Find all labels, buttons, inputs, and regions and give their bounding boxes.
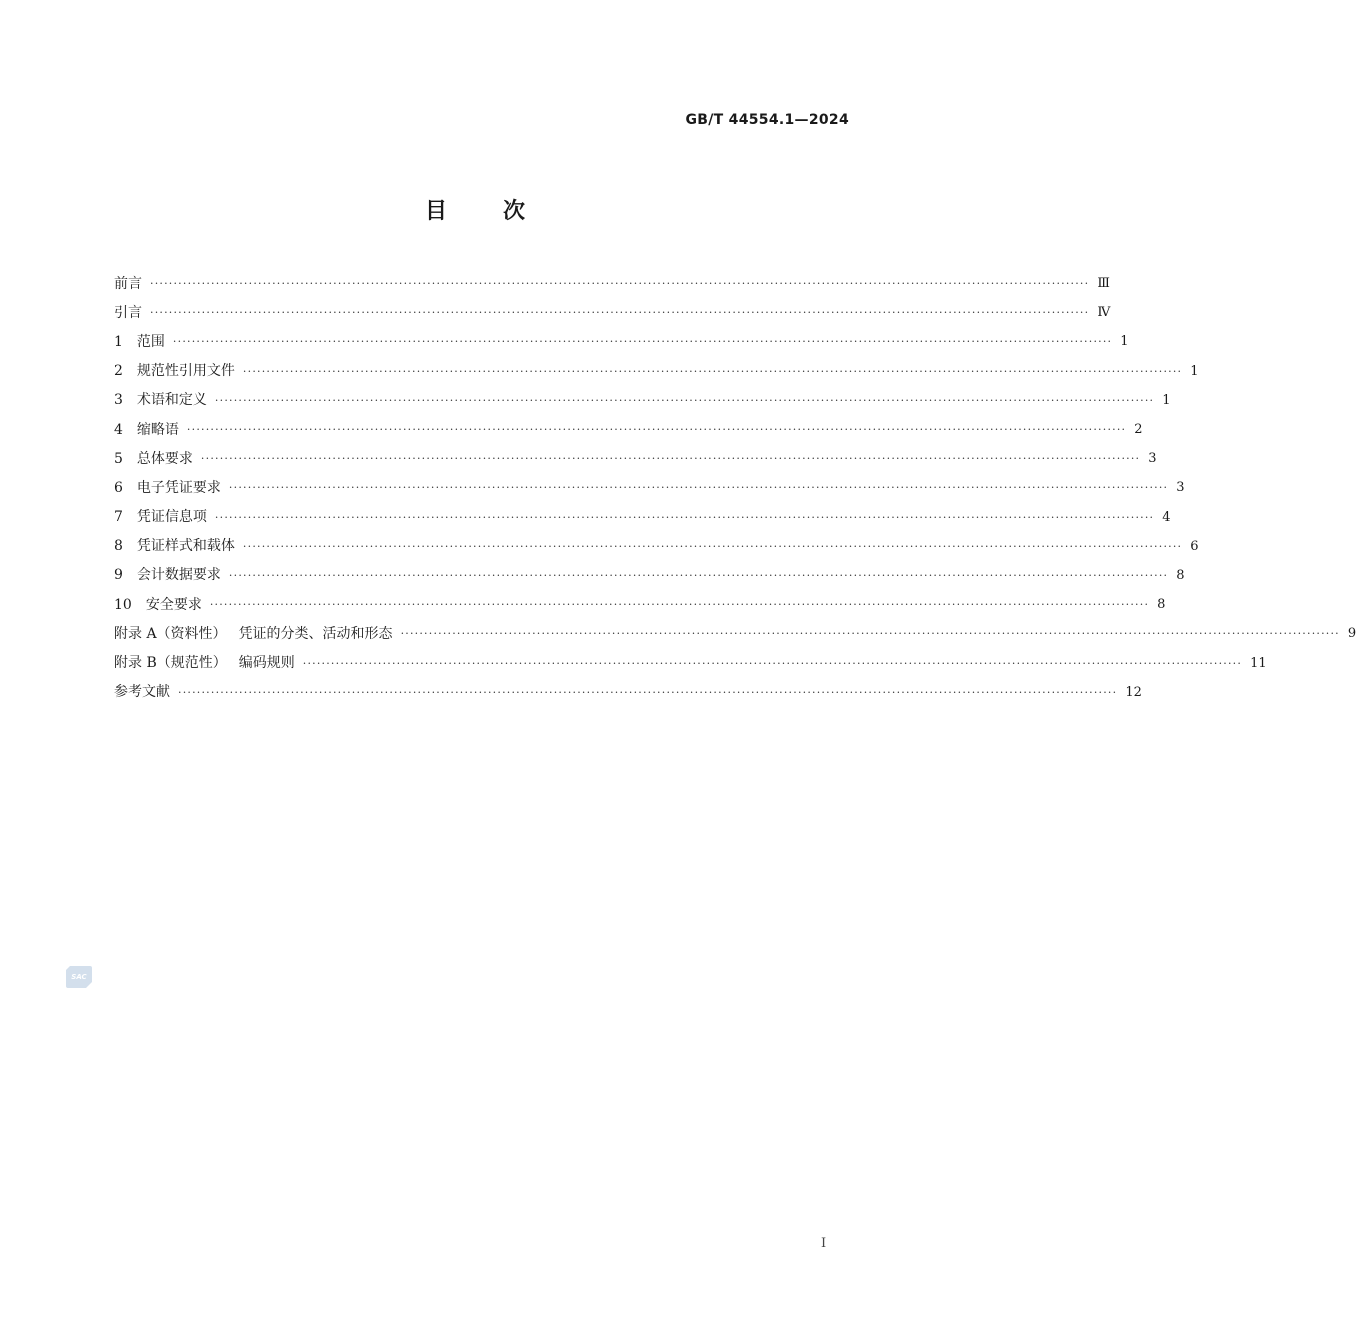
annex-label: 附录 A（资料性） [114,625,227,642]
toc-entry[interactable] [114,357,1199,386]
toc-label: 安全要求 [145,596,202,613]
toc-page: 4 [1162,509,1171,525]
toc-number: 1 [114,333,123,350]
title-char-2: 次 [503,199,526,224]
toc-entry[interactable] [114,327,1129,356]
toc-page: 11 [1250,655,1267,671]
standard-code: GB/T 44554.1—2024 [685,112,849,128]
toc-label: 范围 [136,333,165,350]
toc-entry[interactable] [114,503,1171,532]
toc-entry[interactable] [114,648,1267,677]
dot-leader: ········································································································································································································ [228,481,1169,495]
toc-number: 3 [114,392,123,409]
toc-number: 2 [114,363,123,380]
annex-title: 编码规则 [238,655,295,672]
toc-page: 1 [1190,363,1199,379]
dot-leader: ········································································································································································································ [400,627,1340,641]
toc-label: 凭证样式和载体 [136,538,235,555]
toc-page: 3 [1176,480,1185,496]
page-folio: Ⅰ [821,1236,827,1251]
toc-label: 电子凭证要求 [136,479,221,496]
toc-page: 8 [1176,567,1185,583]
toc-entry[interactable] [114,298,1111,327]
dot-leader: ········································································································································································································ [302,656,1243,670]
toc-entry[interactable] [114,269,1110,298]
dot-leader: ········································································································································································································ [178,685,1118,699]
toc-page: 2 [1134,422,1143,438]
dot-leader: ········································································································································································································ [228,568,1169,582]
dot-leader: ········································································································································································································ [214,393,1155,407]
toc-number: 5 [114,450,123,467]
toc-number: 6 [114,479,123,496]
toc-page: Ⅲ [1097,276,1110,292]
toc-page: 1 [1162,392,1171,408]
toc-entry[interactable] [114,473,1185,502]
dot-leader: ········································································································································································································ [209,598,1150,612]
toc-label [114,627,393,641]
toc-entry[interactable] [114,386,1171,415]
sac-watermark-logo [66,964,92,988]
annex-title: 凭证的分类、活动和形态 [238,625,393,642]
toc-entry[interactable] [114,678,1142,707]
toc-entry[interactable] [114,415,1143,444]
table-of-contents [114,269,1356,707]
toc-label: 凭证信息项 [136,509,207,526]
dot-leader: ········································································································································································································ [172,335,1113,349]
toc-page: 9 [1347,626,1356,642]
page-title [0,194,950,225]
annex-label: 附录 B（规范性） [114,655,227,672]
toc-number: 9 [114,567,123,584]
dot-leader: ········································································································································································································ [242,364,1183,378]
toc-number: 10 [114,596,132,613]
toc-page: Ⅳ [1097,305,1111,321]
toc-entry[interactable] [114,444,1157,473]
dot-leader: ········································································································································································································ [150,277,1090,291]
toc-label: 前言 [114,275,142,292]
toc-number: 7 [114,509,123,526]
toc-entry[interactable] [114,532,1199,561]
toc-label: 引言 [114,304,142,321]
title-char-1: 目 [424,199,447,224]
dot-leader: ········································································································································································································ [242,539,1183,553]
toc-label: 缩略语 [136,421,179,438]
dot-leader: ········································································································································································································ [214,510,1155,524]
toc-page: 8 [1157,597,1166,613]
toc-label [114,656,295,670]
toc-entry[interactable] [114,619,1356,648]
toc-page: 1 [1120,334,1129,350]
svg-text:SAC: SAC [71,973,87,981]
dot-leader: ········································································································································································································ [186,423,1127,437]
toc-label: 术语和定义 [136,392,207,409]
toc-entry[interactable] [114,590,1166,619]
toc-label: 规范性引用文件 [136,363,235,380]
toc-page: 6 [1190,538,1199,554]
toc-number: 4 [114,421,123,438]
toc-label: 总体要求 [136,450,193,467]
dot-leader: ········································································································································································································ [150,306,1090,320]
toc-label: 会计数据要求 [136,567,221,584]
toc-entry[interactable] [114,561,1185,590]
toc-page: 12 [1125,684,1142,700]
toc-page: 3 [1148,451,1157,467]
toc-label: 参考文献 [114,684,170,701]
toc-number: 8 [114,538,123,555]
dot-leader: ········································································································································································································ [200,452,1141,466]
